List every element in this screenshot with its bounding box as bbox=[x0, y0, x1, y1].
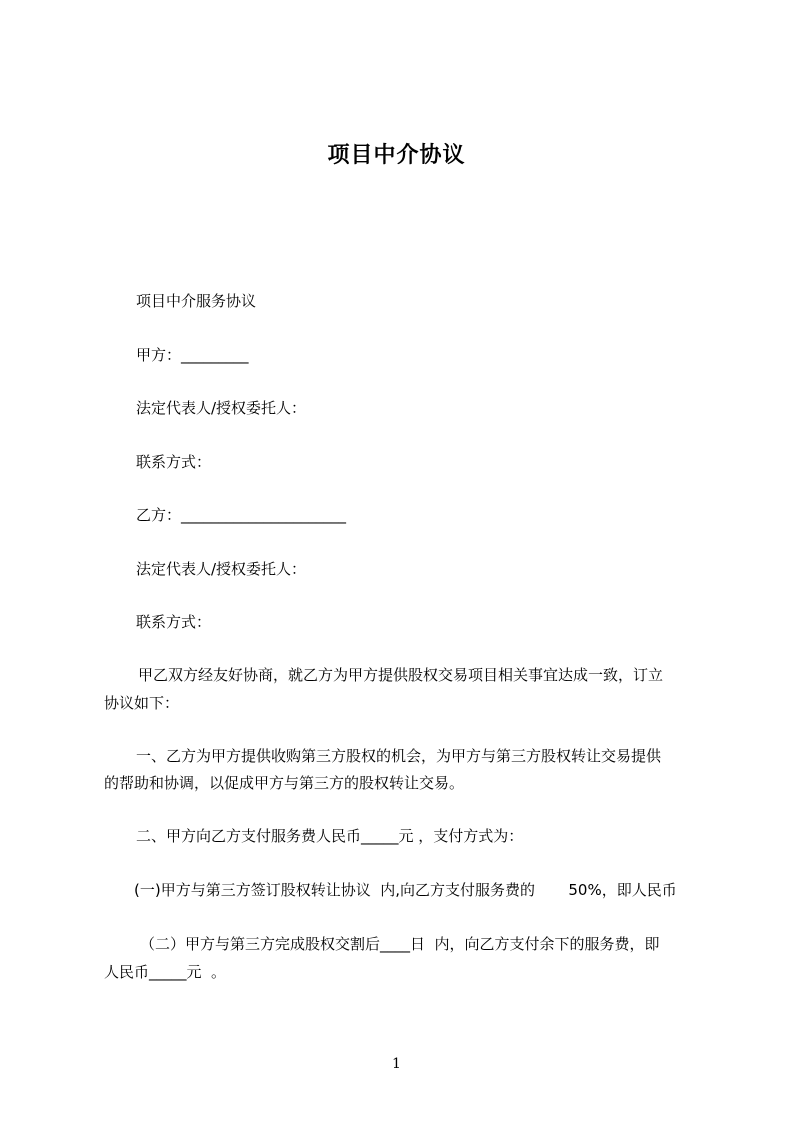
party-a-line: 甲方：_________ bbox=[136, 346, 249, 364]
clause-2-item-1: (一)甲方与第三方签订股权转让协议 内,向乙方支付服务费的 50%，即人民币 bbox=[134, 881, 677, 899]
page-number: 1 bbox=[392, 1056, 401, 1072]
party-b-representative: 法定代表人/授权委托人： bbox=[136, 560, 307, 578]
clause-2: 二、甲方向乙方支付服务费人民币_____元 ，支付方式为： bbox=[136, 827, 524, 845]
party-b-contact: 联系方式： bbox=[136, 613, 212, 631]
party-a-contact: 联系方式： bbox=[136, 453, 212, 471]
document-title: 项目中介协议 bbox=[327, 143, 466, 168]
intro-paragraph-line-1: 甲乙双方经友好协商，就乙方为甲方提供股权交易项目相关事宜达成一致，订立 bbox=[138, 666, 664, 684]
clause-2-item-2-line-1: （二）甲方与第三方完成股权交割后____日 内，向乙方支付余下的服务费，即 bbox=[140, 935, 660, 953]
party-a-representative: 法定代表人/授权委托人： bbox=[136, 399, 307, 417]
clause-2-item-2-line-2: 人民币_____元 。 bbox=[104, 963, 227, 981]
clause-1-line-2: 的帮助和协调，以促成甲方与第三方的股权转让交易。 bbox=[104, 774, 465, 792]
clause-1-line-1: 一、乙方为甲方提供收购第三方股权的机会，为甲方与第三方股权转让交易提供 bbox=[136, 747, 662, 765]
agreement-subtitle: 项目中介服务协议 bbox=[136, 292, 257, 310]
intro-paragraph-line-2: 协议如下： bbox=[104, 694, 180, 712]
party-b-line: 乙方：______________________ bbox=[136, 506, 347, 524]
